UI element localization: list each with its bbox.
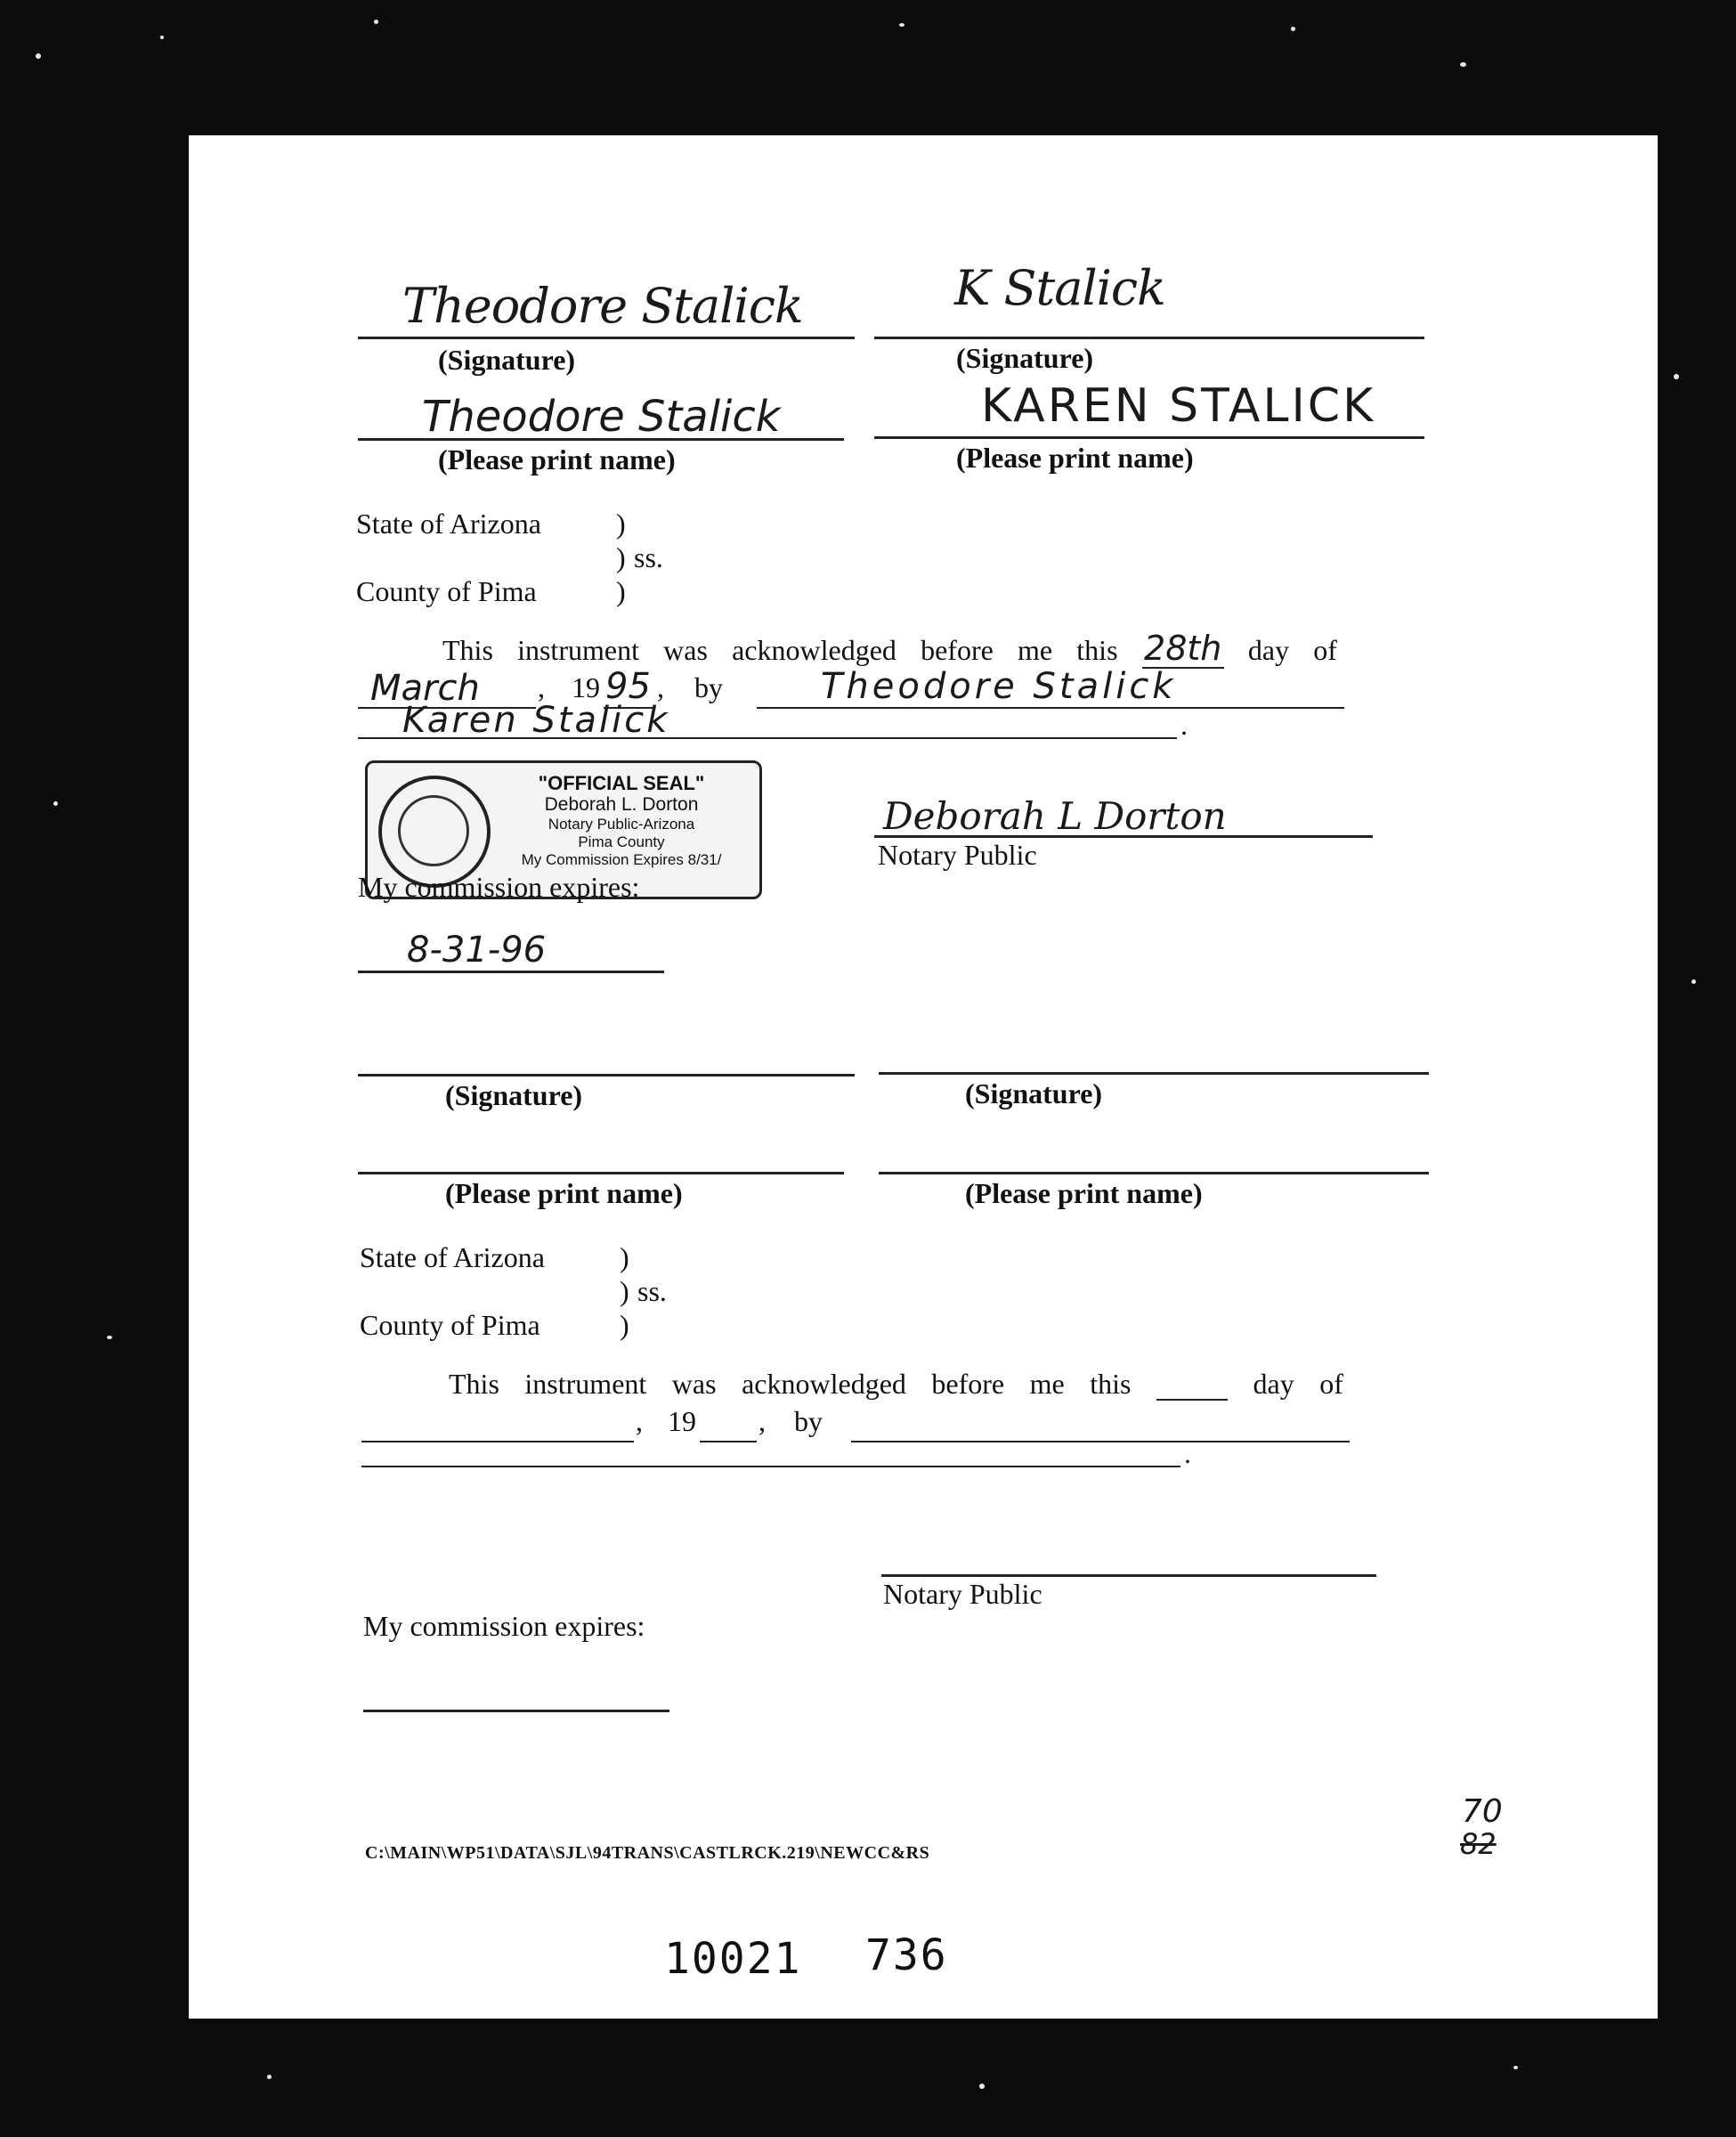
ack-word: This	[449, 1368, 499, 1400]
signature-label-left: (Signature)	[438, 344, 576, 376]
county-label: County of Pima	[356, 575, 537, 607]
seal-line-5: My Commission Expires 8/31/	[521, 850, 722, 868]
commission-label-2: My commission expires:	[363, 1610, 645, 1642]
notary-public-label: Notary Public	[878, 839, 1037, 871]
print-line-right	[874, 436, 1424, 439]
print-line-left	[358, 438, 844, 441]
seal-text	[492, 772, 750, 868]
ack-word: was	[671, 1368, 717, 1400]
acknowledgment-line-3-2	[361, 1437, 1198, 1485]
commission-label: My commission expires:	[358, 871, 640, 903]
ack-word: acknowledged	[732, 634, 896, 666]
file-path: C:\MAIN\WP51\DATA\SJL\94TRANS\CASTLRCK.219\NEWCC&RS	[365, 1843, 930, 1863]
ack-word: before	[931, 1368, 1005, 1400]
commission-line-2	[363, 1710, 669, 1712]
year-field-blank	[700, 1410, 757, 1442]
day-word: day	[1253, 1368, 1294, 1400]
print-label-left-2: (Please print name)	[445, 1177, 683, 1209]
seal-line-4: Pima County	[578, 833, 665, 850]
month-value: March	[370, 668, 480, 709]
comma: ,	[538, 671, 545, 703]
day-word: day	[1247, 634, 1290, 666]
year-prefix: 19	[572, 671, 600, 703]
ack-word: instrument	[517, 634, 639, 666]
print-label-right-2: (Please print name)	[965, 1177, 1203, 1209]
paren: )	[616, 508, 626, 540]
bates-number-left: 10021	[664, 1934, 802, 1984]
signature-line-right	[874, 337, 1424, 339]
ack-word: this	[1090, 1368, 1132, 1400]
page-number: 70	[1462, 1793, 1503, 1830]
by-value-1: Theodore Stalick	[821, 666, 1177, 707]
print-line-left-2	[358, 1172, 844, 1174]
by-field-blank-1	[851, 1410, 1350, 1442]
notary-public-label-2: Notary Public	[883, 1578, 1042, 1610]
signature-line-left	[358, 337, 855, 339]
commission-value: 8-31-96	[407, 930, 547, 971]
ack-word: me	[1029, 1368, 1065, 1400]
printed-name-left: Theodore Stalick	[422, 392, 781, 442]
notary-signature-handwritten: Deborah L Dorton	[883, 794, 1227, 838]
day-field	[1142, 629, 1224, 669]
paren: )	[616, 541, 626, 573]
print-label-right: (Please print name)	[956, 442, 1194, 474]
year-prefix-2: 19	[668, 1405, 696, 1437]
seal-line-1: "OFFICIAL SEAL"	[538, 772, 705, 794]
acknowledgment-line-1-2	[449, 1368, 1343, 1401]
print-line-right-2	[879, 1172, 1429, 1174]
ss-label-2: ss.	[637, 1275, 667, 1307]
month-field-blank	[361, 1410, 634, 1442]
notary-document-page	[189, 135, 1658, 2019]
ack-word: me	[1018, 634, 1053, 666]
acknowledgment-line-1	[442, 629, 1337, 669]
signature-line-right-2	[879, 1072, 1429, 1075]
notary-signature-line	[874, 835, 1373, 838]
of-word: of	[1319, 1368, 1343, 1400]
paren: )	[620, 1275, 629, 1307]
state-label-2: State of Arizona	[360, 1241, 545, 1273]
ss-label: ss.	[634, 541, 663, 573]
signature-label-right-2: (Signature)	[965, 1077, 1103, 1109]
signature-left-handwritten: Theodore Stalick	[402, 278, 803, 334]
comma: ,	[758, 1405, 766, 1437]
ack-word: was	[663, 634, 708, 666]
signature-label-right: (Signature)	[956, 342, 1094, 374]
period: .	[1184, 1437, 1191, 1469]
county-label-2: County of Pima	[360, 1309, 540, 1341]
printed-name-right: KAREN STALICK	[981, 379, 1376, 433]
by-field-blank-2	[361, 1450, 1180, 1467]
bates-number-right: 736	[865, 1930, 948, 1980]
state-label: State of Arizona	[356, 508, 541, 540]
day-field-blank	[1156, 1368, 1228, 1401]
ack-word: acknowledged	[742, 1368, 906, 1400]
comma: ,	[636, 1405, 643, 1437]
signature-right-handwritten: K Stalick	[954, 260, 1165, 316]
seal-line-3: Notary Public-Arizona	[548, 816, 695, 833]
comma: ,	[657, 671, 664, 703]
acknowledgment-line-3	[358, 700, 1195, 750]
paren: )	[616, 575, 626, 607]
by-value-2: Karen Stalick	[402, 700, 670, 741]
notary-signature-line-2	[881, 1574, 1376, 1577]
print-label-left: (Please print name)	[438, 443, 676, 475]
paren: )	[620, 1309, 629, 1341]
ack-word: This	[442, 634, 493, 666]
page-number-struck: 82	[1460, 1827, 1497, 1861]
of-word: of	[1313, 634, 1337, 666]
commission-line	[358, 971, 664, 973]
period: .	[1180, 709, 1188, 741]
ack-word: before	[921, 634, 994, 666]
day-value: 28th	[1144, 629, 1222, 668]
year-value: 95	[605, 666, 651, 707]
paren: )	[620, 1241, 629, 1273]
ack-word: this	[1076, 634, 1118, 666]
by-word: by	[694, 671, 723, 703]
by-word-2: by	[794, 1405, 823, 1437]
signature-line-left-2	[358, 1074, 855, 1077]
seal-line-2: Deborah L. Dorton	[544, 794, 699, 816]
ack-word: instrument	[524, 1368, 647, 1400]
signature-label-left-2: (Signature)	[445, 1079, 583, 1111]
acknowledgment-line-2-2	[361, 1405, 1350, 1450]
